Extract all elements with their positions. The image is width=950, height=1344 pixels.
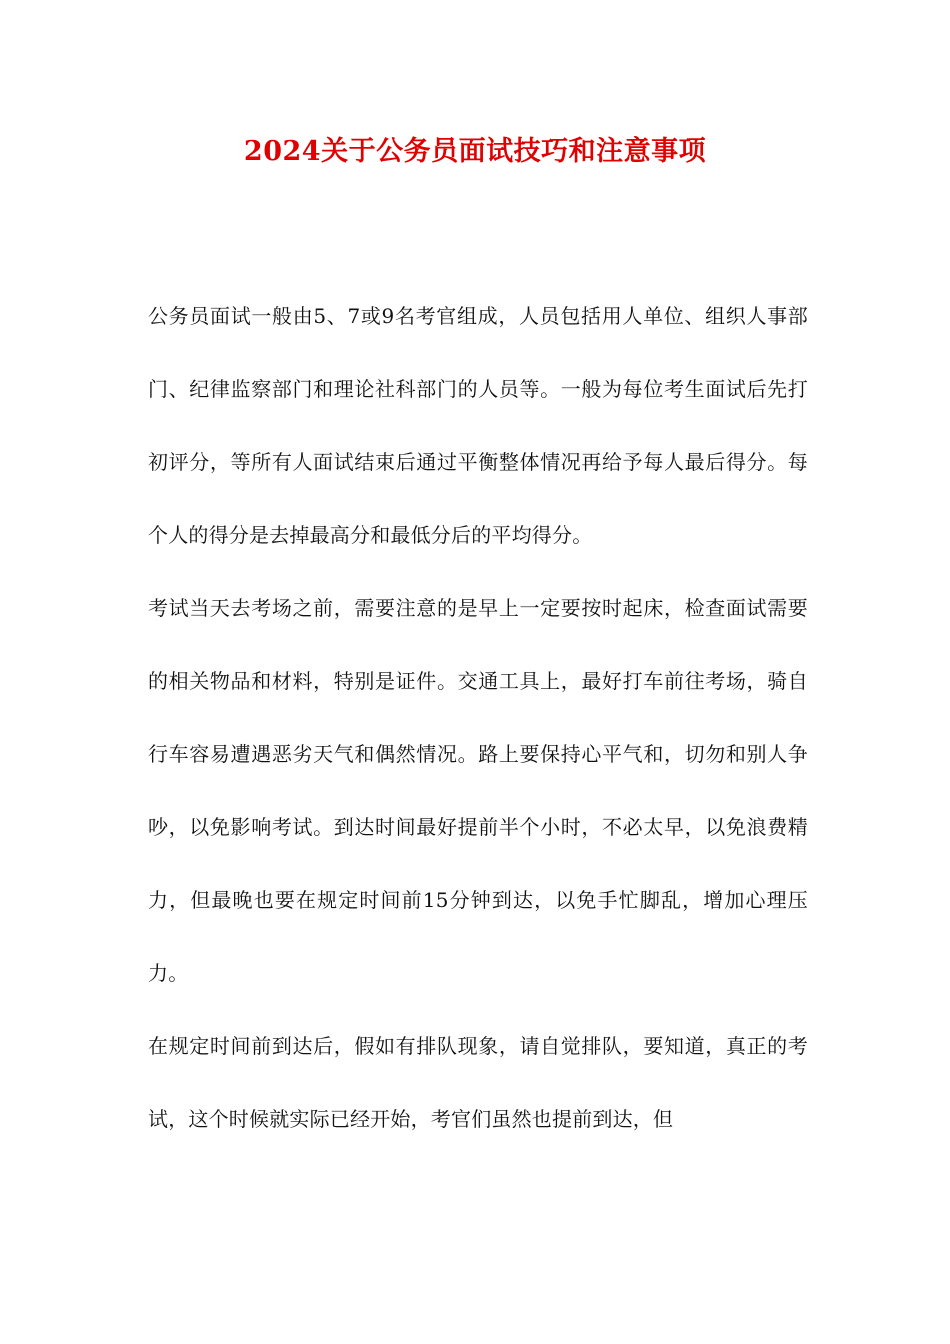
paragraph-interview-panel: 公务员面试一般由5、7或9名考官组成，人员包括用人单位、组织人事部门、纪律监察部门和理论社科部门的人员等。一般为每位考生面试后先打初评分，等所有人面试结束后通过平衡整体情况再给予每人最后得分。每个人的得分是去掉最高分和最低分后的平均得分。: [148, 304, 808, 547]
document-title: 2024关于公务员面试技巧和注意事项: [243, 136, 707, 167]
paragraph-exam-day-preparation: 考试当天去考场之前，需要注意的是早上一定要按时起床，检查面试需要的相关物品和材料，特别是证件。交通工具上，最好打车前往考场，骑自行车容易遭遇恶劣天气和偶然情况。路上要保持心平气和，切勿和别人争吵，以免影响考试。到达时间最好提前半个小时，不必太早，以免浪费精力，但最晚也要在规定时间前15分钟到达，以免手忙脚乱，增加心理压力。: [148, 596, 808, 985]
document-body: [148, 280, 808, 1156]
paragraph-arrival-queue: 在规定时间前到达后，假如有排队现象，请自觉排队，要知道，真正的考试，这个时候就实际已经开始，考官们虽然也提前到达，但: [148, 1034, 808, 1131]
